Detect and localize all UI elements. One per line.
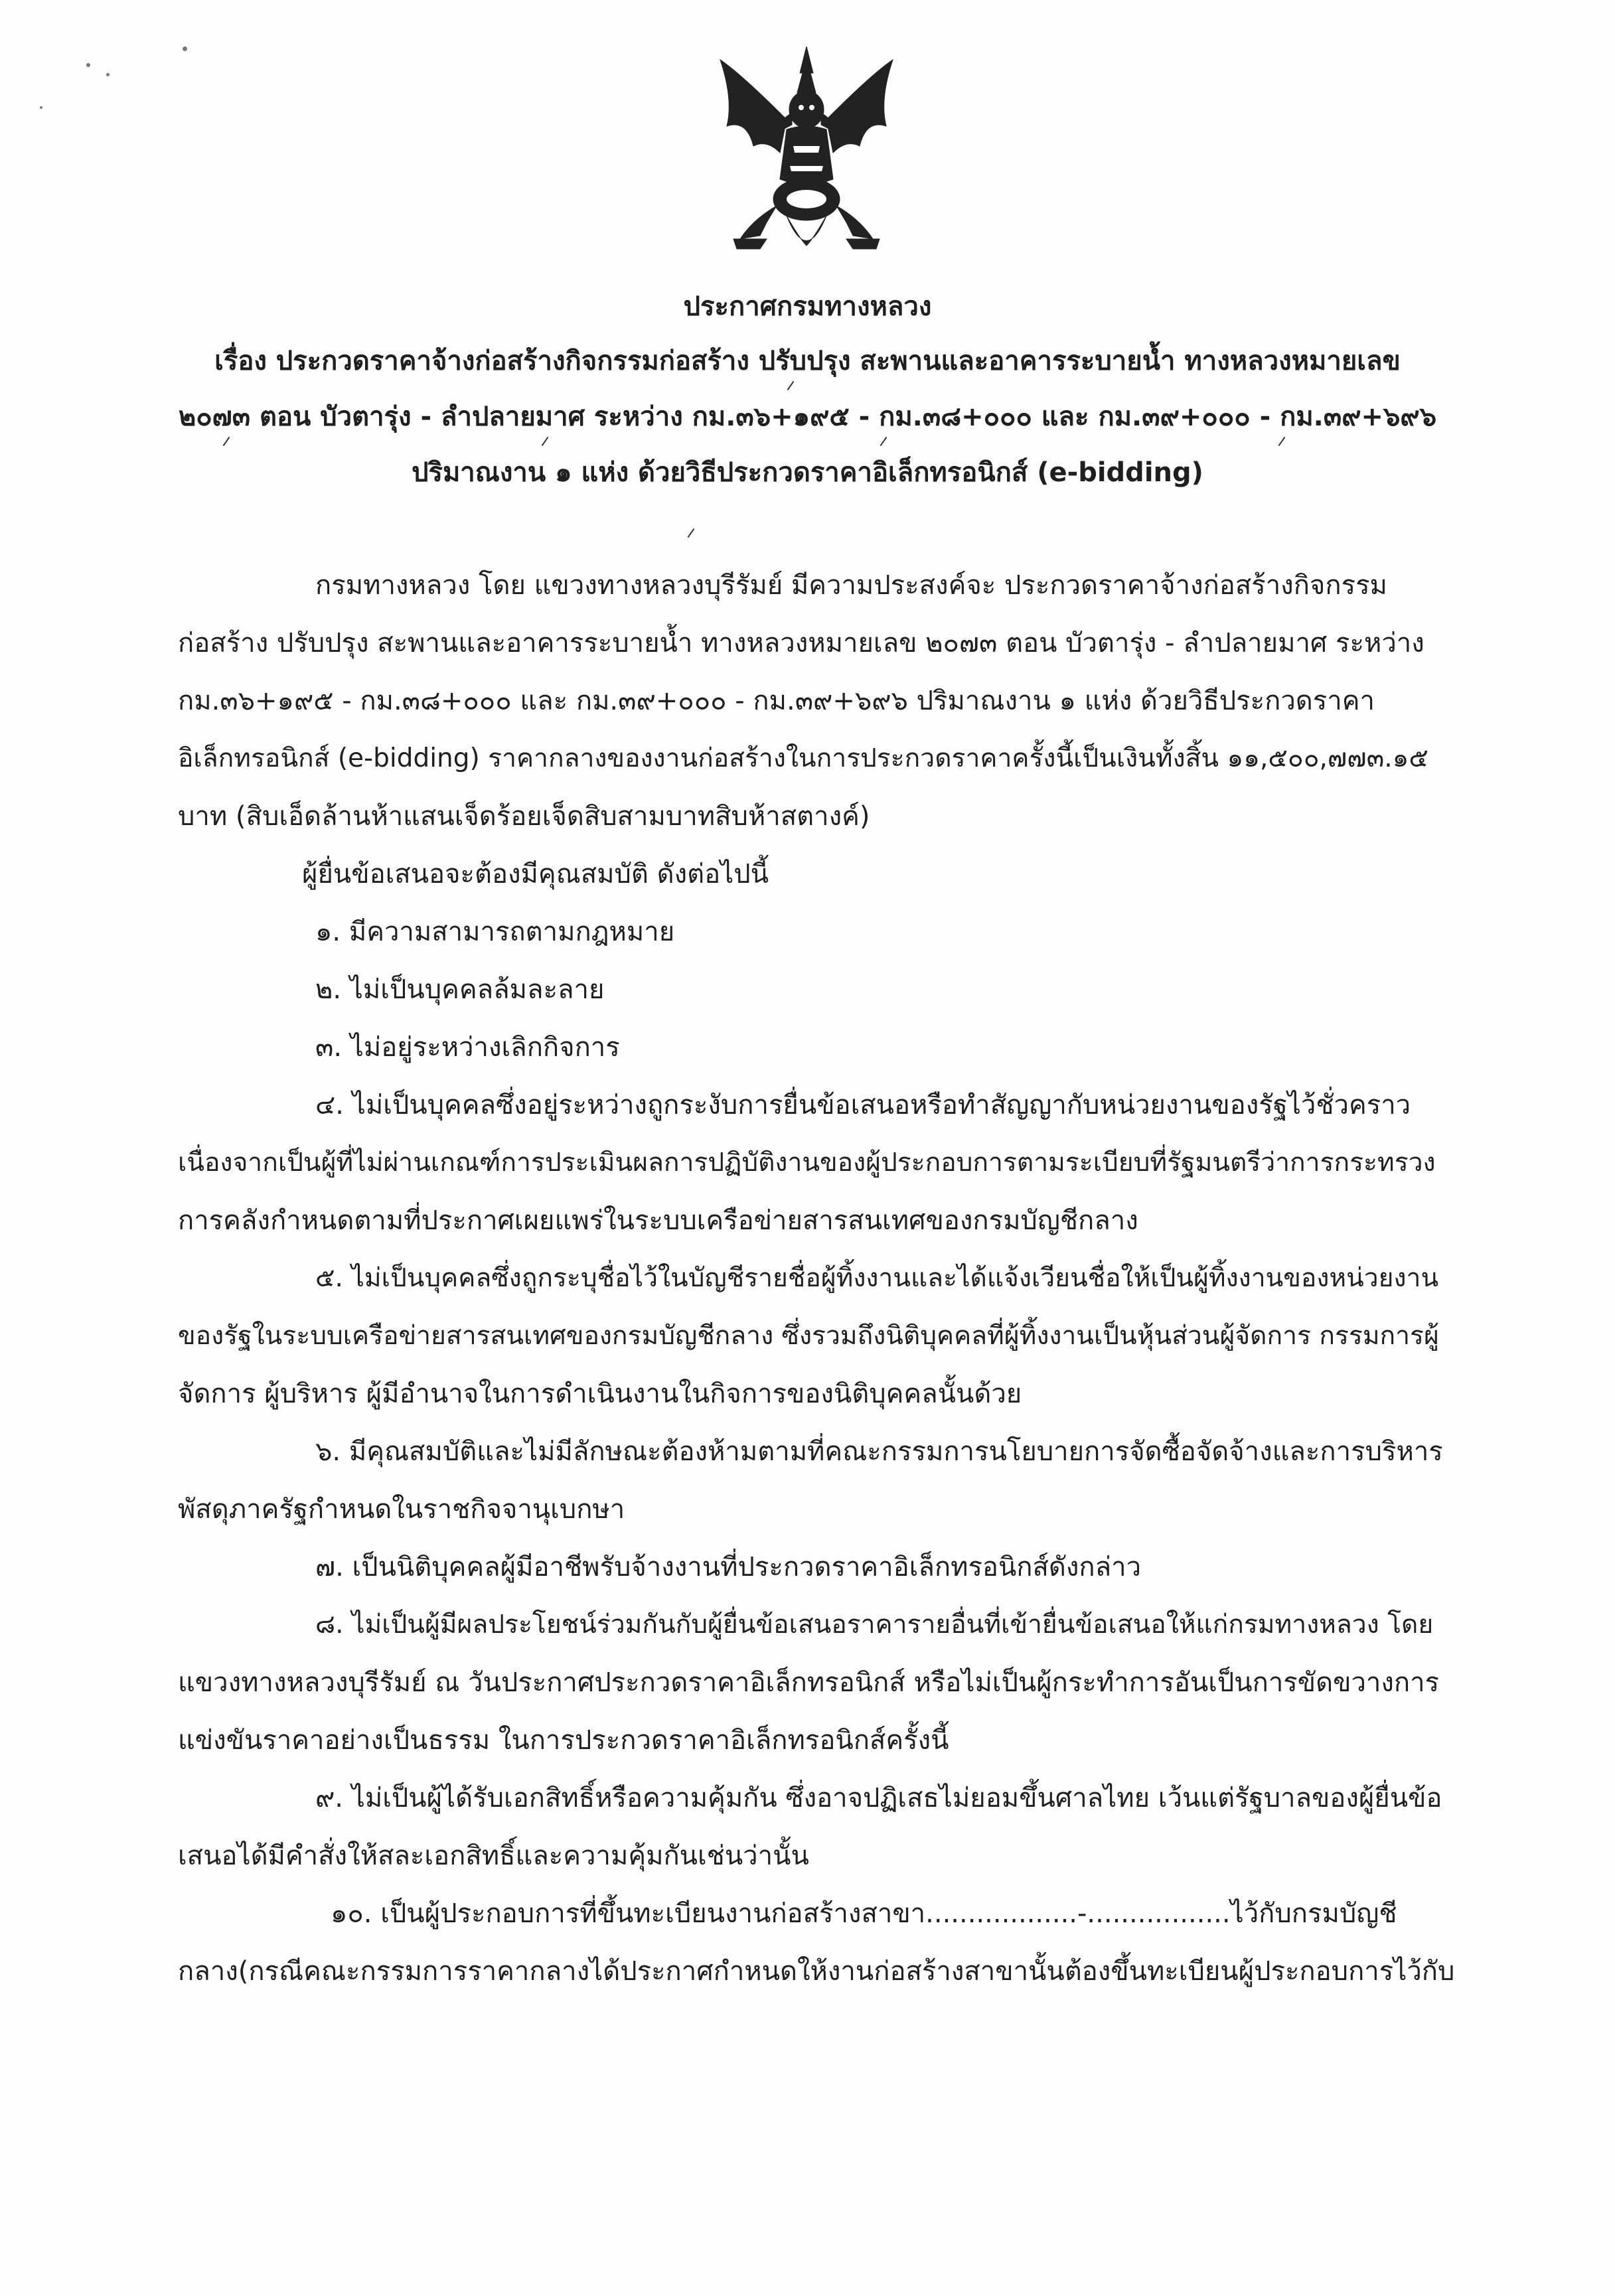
- intro-line-4: อิเล็กทรอนิกส์ (e-bidding) ราคากลางของงานก่อสร้างในการประกวดราคาครั้งนี้เป็นเงินทั้งสิ้น ๑๑,๕๐๐,๗๗๓.๑๕: [178, 743, 1428, 773]
- qualification-item-10-line-1: ๑๐. เป็นผู้ประกอบการที่ขึ้นทะเบียนงานก่อสร้างสาขา..................-.................ไว้กับกรมบัญชี: [331, 1898, 1397, 1929]
- qualification-item-5-line-3: จัดการ ผู้บริหาร ผู้มีอำนาจในการดำเนินงานในกิจการของนิติบุคคลนั้นด้วย: [178, 1379, 1022, 1409]
- qualification-item-4-line-2: เนื่องจากเป็นผู้ที่ไม่ผ่านเกณฑ์การประเมินผลการปฏิบัติงานของผู้ประกอบการตามระเบียบที่รัฐมนตรีว่าการกระทรวง: [178, 1148, 1436, 1178]
- qualification-item-1: ๑. มีความสามารถตามกฎหมาย: [315, 917, 675, 947]
- qualification-item-6-line-1: ๖. มีคุณสมบัติและไม่มีลักษณะต้องห้ามตามที่คณะกรรมการนโยบายการจัดซื้อจัดจ้างและการบริหาร: [315, 1436, 1443, 1467]
- qualification-item-8-line-2: แขวงทางหลวงบุรีรัมย์ ณ วันประกาศประกวดราคาอิเล็กทรอนิกส์ หรือไม่เป็นผู้กระทำการอันเป็นการขัดขวางการ: [178, 1667, 1440, 1698]
- intro-line-5: บาท (สิบเอ็ดล้านห้าแสนเจ็ดร้อยเจ็ดสิบสามบาทสิบห้าสตางค์): [178, 801, 870, 832]
- qualification-item-6-line-2: พัสดุภาครัฐกำหนดในราชกิจจานุเบกษา: [178, 1494, 625, 1525]
- qualification-item-2: ๒. ไม่เป็นบุคคลล้มละลาย: [315, 974, 605, 1005]
- qualification-item-9-line-2: เสนอได้มีคำสั่งให้สละเอกสิทธิ์และความคุ้มกันเช่นว่านั้น: [178, 1841, 809, 1871]
- scan-speck: [183, 46, 187, 51]
- qualification-item-4-line-1: ๔. ไม่เป็นบุคคลซึ่งอยู่ระหว่างถูกระงับการยื่นข้อเสนอหรือทำสัญญากับหน่วยงานของรัฐไว้ชั่วคราว: [315, 1090, 1411, 1120]
- intro-line-1: กรมทางหลวง โดย แขวงทางหลวงบุรีรัมย์ มีความประสงค์จะ ประกวดราคาจ้างก่อสร้างกิจกรรม: [315, 570, 1387, 601]
- qualification-item-7: ๗. เป็นนิติบุคคลผู้มีอาชีพรับจ้างงานที่ประกวดราคาอิเล็กทรอนิกส์ดังกล่าว: [315, 1552, 1142, 1582]
- scan-speck: [106, 73, 110, 76]
- subject-line-1: เรื่อง ประกวดราคาจ้างก่อสร้างกิจกรรมก่อสร้าง ปรับปรุง สะพานและอาคารระบายน้ำ ทางหลวงหมายเลข: [214, 346, 1401, 376]
- qualification-item-10-line-2: กลาง(กรณีคณะกรรมการราคากลางได้ประกาศกำหนดให้งานก่อสร้างสาขานั้นต้องขึ้นทะเบียนผู้ประกอบการไว้กับ: [178, 1956, 1455, 1987]
- intro-line-2: ก่อสร้าง ปรับปรุง สะพานและอาคารระบายน้ำ ทางหลวงหมายเลข ๒๐๗๓ ตอน บัวตารุ่ง - ลำปลายมาศ ระหว่าง: [178, 628, 1424, 658]
- subject-line-2: ๒๐๗๓ ตอน บัวตารุ่ง - ลำปลายมาศ ระหว่าง กม.๓๖+๑๙๕ - กม.๓๘+๐๐๐ และ กม.๓๙+๐๐๐ - กม.๓๙+๖๙๖: [178, 402, 1437, 432]
- pen-tick: [787, 381, 795, 390]
- scan-speck: [86, 63, 90, 67]
- qualification-item-8-line-3: แข่งขันราคาอย่างเป็นธรรม ในการประกวดราคาอิเล็กทรอนิกส์ครั้งนี้: [178, 1725, 949, 1756]
- qualification-item-4-line-3: การคลังกำหนดตามที่ประกาศเผยแพร่ในระบบเครือข่ายสารสนเทศของกรมบัญชีกลาง: [178, 1205, 1138, 1236]
- document-title: ประกาศกรมทางหลวง: [683, 291, 932, 322]
- qualifications-heading: ผู้ยื่นข้อเสนอจะต้องมีคุณสมบัติ ดังต่อไปนี้: [302, 859, 769, 889]
- subject-line-3: ปริมาณงาน ๑ แห่ง ด้วยวิธีประกวดราคาอิเล็กทรอนิกส์ (e-bidding): [412, 457, 1203, 488]
- qualification-item-5-line-1: ๕. ไม่เป็นบุคคลซึ่งถูกระบุชื่อไว้ในบัญชีรายชื่อผู้ทิ้งงานและได้แจ้งเวียนชื่อให้เป็นผู้ทิ้งงานของหน่วยงาน: [315, 1263, 1439, 1293]
- qualification-item-5-line-2: ของรัฐในระบบเครือข่ายสารสนเทศของกรมบัญชีกลาง ซึ่งรวมถึงนิติบุคคลที่ผู้ทิ้งงานเป็นหุ้นส่วนผู้จัดการ กรรมการผู้: [178, 1321, 1439, 1351]
- garuda-emblem: [714, 46, 899, 266]
- pen-tick: [542, 437, 549, 446]
- pen-tick: [1278, 437, 1286, 446]
- pen-tick: [880, 437, 887, 446]
- intro-line-3: กม.๓๖+๑๙๕ - กม.๓๘+๐๐๐ และ กม.๓๙+๐๐๐ - กม.๓๙+๖๙๖ ปริมาณงาน ๑ แห่ง ด้วยวิธีประกวดราคา: [178, 686, 1375, 716]
- qualification-item-9-line-1: ๙. ไม่เป็นผู้ได้รับเอกสิทธิ์หรือความคุ้มกัน ซึ่งอาจปฏิเสธไม่ยอมขึ้นศาลไทย เว้นแต่รัฐบาลของผู้ยื่นข้อ: [315, 1783, 1442, 1813]
- qualification-item-8-line-1: ๘. ไม่เป็นผู้มีผลประโยชน์ร่วมกันกับผู้ยื่นข้อเสนอราคารายอื่นที่เข้ายื่นข้อเสนอให้แก่กรมทางหลวง โดย: [315, 1610, 1434, 1640]
- pen-tick: [688, 528, 695, 538]
- scan-speck: [40, 106, 42, 109]
- qualification-item-3: ๓. ไม่อยู่ระหว่างเลิกกิจการ: [315, 1032, 620, 1063]
- pen-tick: [223, 437, 230, 446]
